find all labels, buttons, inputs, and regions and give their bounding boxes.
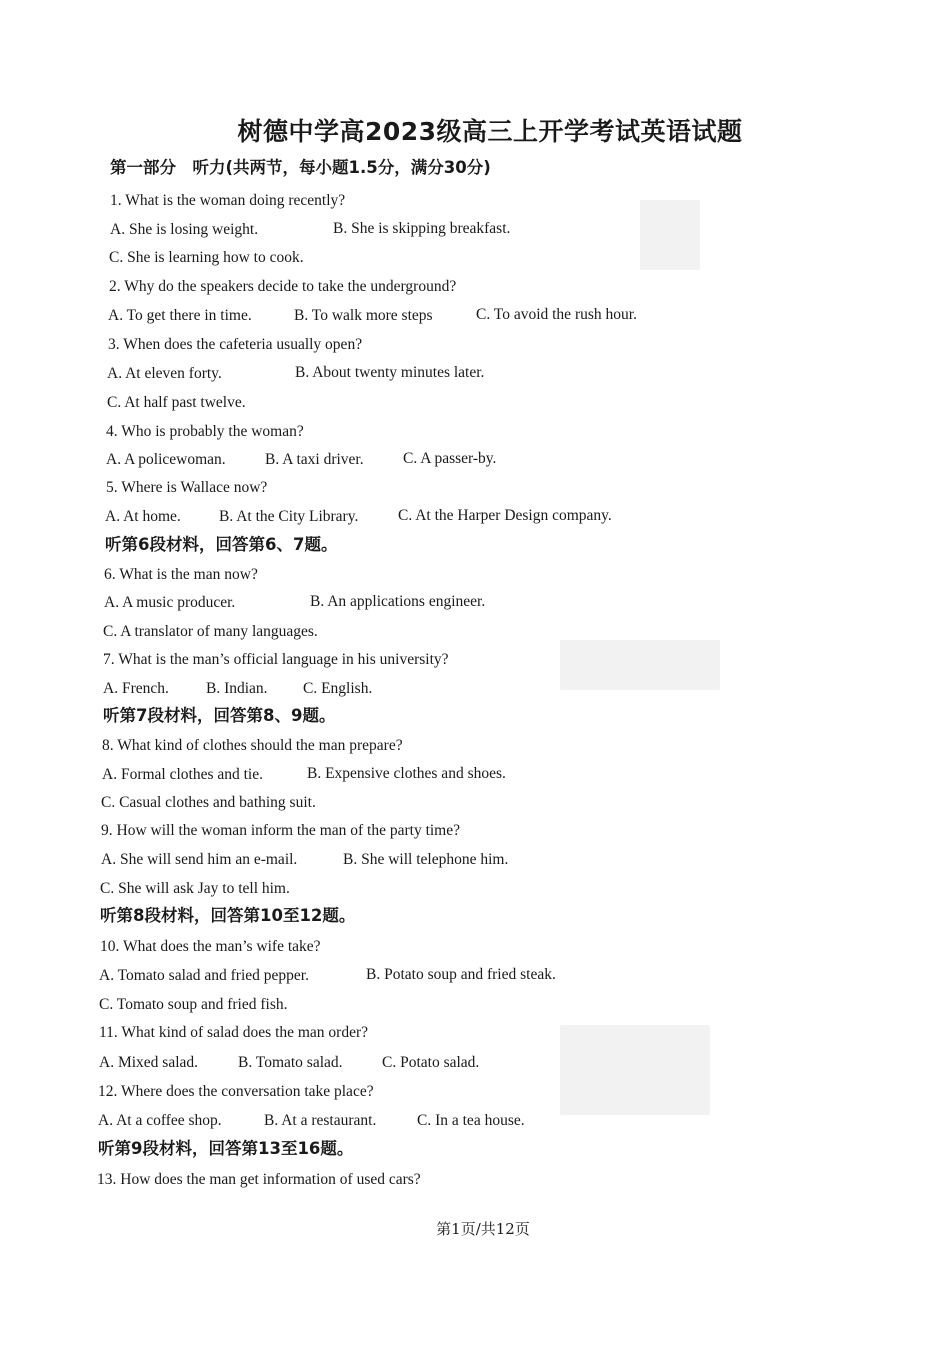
q7-option-a: A. French.	[103, 680, 169, 697]
q12-option-b: B. At a restaurant.	[264, 1112, 377, 1129]
q2-option-a: A. To get there in time.	[108, 307, 252, 324]
q4-option-c: C. A passer-by.	[403, 450, 497, 467]
q7-option-c: C. English.	[303, 680, 373, 697]
question-stem-11: 11. What kind of salad does the man order?	[99, 1024, 369, 1041]
question-stem-1: 1. What is the woman doing recently?	[110, 192, 346, 209]
q3-option-c: C. At half past twelve.	[107, 394, 246, 411]
q5-option-c: C. At the Harper Design company.	[398, 507, 612, 524]
question-stem-3: 3. When does the cafeteria usually open?	[108, 336, 363, 353]
scan-smudge	[560, 1025, 710, 1115]
instruction-passage-6: 听第6段材料，回答第6、7题。	[105, 535, 338, 554]
q11-option-a: A. Mixed salad.	[99, 1054, 199, 1071]
q6-option-b: B. An applications engineer.	[310, 593, 486, 610]
q4-option-b: B. A taxi driver.	[265, 451, 364, 468]
q11-option-c: C. Potato salad.	[382, 1054, 480, 1071]
question-stem-4: 4. Who is probably the woman?	[106, 423, 304, 440]
q1-option-b: B. She is skipping breakfast.	[333, 220, 511, 237]
q2-option-c: C. To avoid the rush hour.	[476, 306, 637, 323]
q8-option-c: C. Casual clothes and bathing suit.	[101, 794, 316, 811]
q5-option-b: B. At the City Library.	[219, 508, 359, 525]
question-stem-10: 10. What does the man’s wife take?	[100, 938, 321, 955]
q2-option-b: B. To walk more steps	[294, 307, 433, 324]
q11-option-b: B. Tomato salad.	[238, 1054, 343, 1071]
q6-option-a: A. A music producer.	[104, 594, 236, 611]
q10-option-b: B. Potato soup and fried steak.	[366, 966, 556, 983]
q8-option-b: B. Expensive clothes and shoes.	[307, 765, 506, 782]
instruction-passage-9: 听第9段材料，回答第13至16题。	[98, 1139, 354, 1158]
q10-option-c: C. Tomato soup and fried fish.	[99, 996, 288, 1013]
question-stem-7: 7. What is the man’s official language in his university?	[103, 651, 449, 668]
instruction-passage-7: 听第7段材料，回答第8、9题。	[103, 706, 336, 725]
scan-smudge	[560, 640, 720, 690]
question-stem-6: 6. What is the man now?	[104, 566, 258, 583]
q9-option-b: B. She will telephone him.	[343, 851, 509, 868]
q12-option-c: C. In a tea house.	[417, 1112, 525, 1129]
section-header: 第一部分 听力(共两节，每小题1.5分，满分30分)	[110, 158, 491, 177]
q7-option-b: B. Indian.	[206, 680, 268, 697]
question-stem-2: 2. Why do the speakers decide to take the underground?	[109, 278, 457, 295]
q6-option-c: C. A translator of many languages.	[103, 623, 318, 640]
instruction-passage-8: 听第8段材料，回答第10至12题。	[100, 906, 356, 925]
q1-option-a: A. She is losing weight.	[110, 221, 259, 238]
q8-option-a: A. Formal clothes and tie.	[102, 766, 263, 783]
scan-smudge	[640, 200, 700, 270]
question-stem-5: 5. Where is Wallace now?	[106, 479, 268, 496]
q10-option-a: A. Tomato salad and fried pepper.	[99, 967, 309, 984]
exam-title: 树德中学高2023级高三上开学考试英语试题	[237, 117, 743, 146]
q5-option-a: A. At home.	[105, 508, 181, 525]
question-stem-8: 8. What kind of clothes should the man prepare?	[102, 737, 403, 754]
q4-option-a: A. A policewoman.	[106, 451, 226, 468]
q3-option-a: A. At eleven forty.	[107, 365, 222, 382]
q1-option-c: C. She is learning how to cook.	[109, 249, 304, 266]
question-stem-13: 13. How does the man get information of used cars?	[97, 1171, 421, 1188]
q3-option-b: B. About twenty minutes later.	[295, 364, 485, 381]
page-footer: 第1页/共12页	[436, 1220, 530, 1238]
q12-option-a: A. At a coffee shop.	[98, 1112, 222, 1129]
q9-option-c: C. She will ask Jay to tell him.	[100, 880, 290, 897]
question-stem-9: 9. How will the woman inform the man of the party time?	[101, 822, 460, 839]
q9-option-a: A. She will send him an e-mail.	[101, 851, 298, 868]
question-stem-12: 12. Where does the conversation take place?	[98, 1083, 374, 1100]
